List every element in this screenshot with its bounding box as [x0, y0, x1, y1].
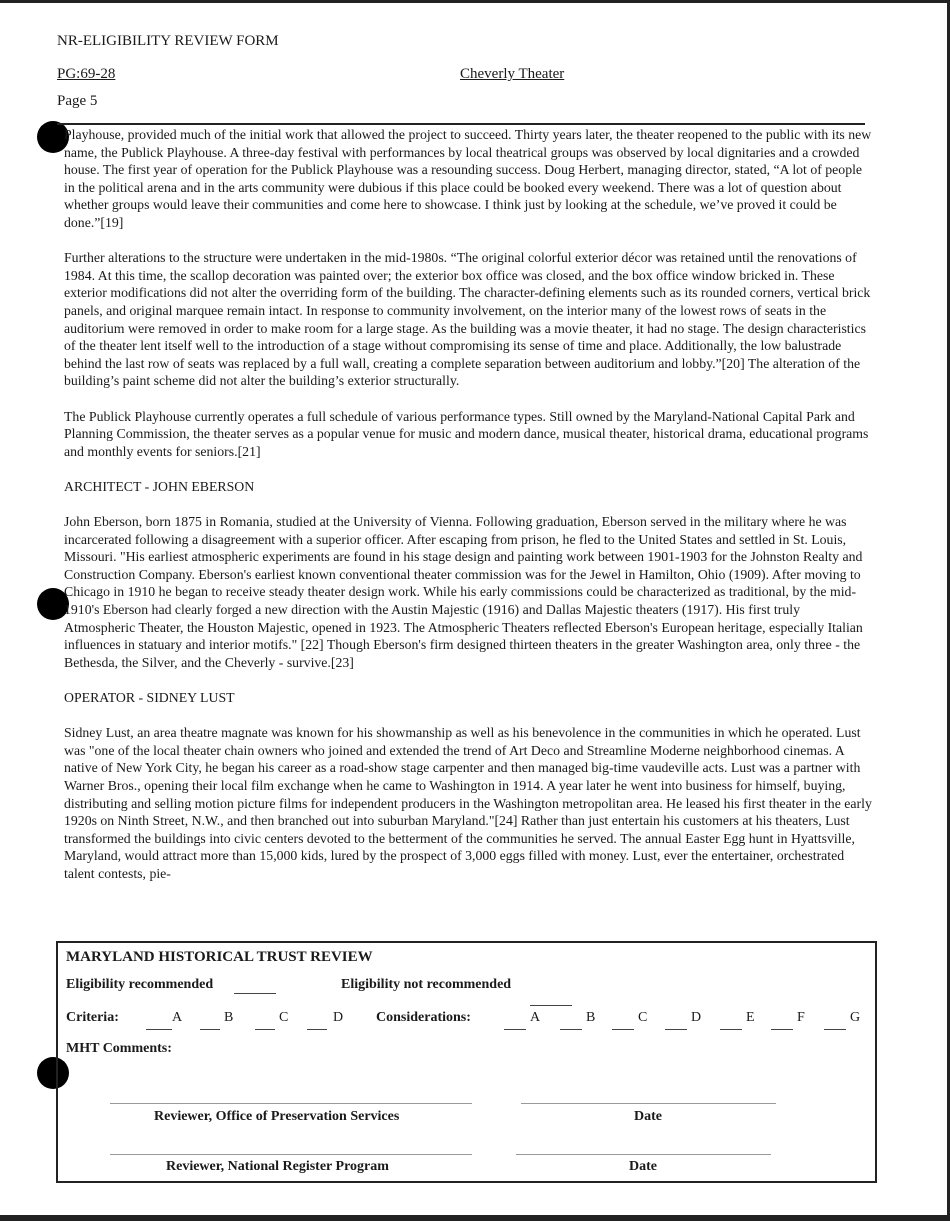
considerations-label: Considerations: [376, 1010, 471, 1025]
considerations-f: F [797, 1010, 805, 1025]
page-number: Page 5 [57, 93, 98, 109]
reviewer-preservation-label: Reviewer, Office of Preservation Services [154, 1109, 400, 1124]
considerations-blank-a[interactable] [504, 1029, 526, 1030]
considerations-blank-d[interactable] [665, 1029, 687, 1030]
review-box-title: MARYLAND HISTORICAL TRUST REVIEW [66, 949, 373, 965]
eligibility-recommended-label: Eligibility recommended [66, 977, 214, 992]
date-line-national-register[interactable] [516, 1154, 771, 1155]
considerations-blank-f[interactable] [771, 1029, 793, 1030]
considerations-b: B [586, 1010, 596, 1025]
considerations-c: C [638, 1010, 648, 1025]
considerations-e: E [746, 1010, 755, 1025]
considerations-d: D [691, 1010, 702, 1025]
heading-architect: ARCHITECT - JOHN EBERSON [64, 478, 255, 494]
paragraph-alterations: Further alterations to the structure were undertaken in the mid-1980s. “The original colorful exterior décor was retained until the renovations of 1984. At this time, the scallop decoration was painted over; the exterior box office was closed, and the box office window bricked in. These exterior modifications did not alter the overriding form of the building. The character-defining elements such as its rounded corners, vertical brick panels, and original marquee remain intact. In response to community involvement, on the interior many of the lowest rows of seats in the auditorium were removed in order to make room for a large stage. As the building was a movie theater, it had no stage. The design characteristics of the theater lent itself well to the introduction of a stage without compromising its sense of time and place. Additionally, the low balustrade behind the last row of seats was replaced by a full wall, creating a complete separation between auditorium and lobby.”[20] The alteration of the building’s paint scheme did not alter the building’s exterior structurally. [64, 250, 871, 389]
date-line-preservation[interactable] [521, 1103, 776, 1104]
considerations-blank-c[interactable] [612, 1029, 634, 1030]
scan-border-bottom [0, 1215, 950, 1221]
header-rule [57, 123, 865, 125]
criteria-blank-a[interactable] [146, 1029, 172, 1030]
considerations-blank-e[interactable] [720, 1029, 742, 1030]
criteria-c: C [279, 1010, 289, 1025]
considerations-blank-b[interactable] [560, 1029, 582, 1030]
criteria-d: D [333, 1010, 344, 1025]
criteria-b: B [224, 1010, 234, 1025]
paragraph-architect: John Eberson, born 1875 in Romania, studied at the University of Vienna. Following graduation, Eberson served in the military where he was incarcerated following a disagreement with a superior officer. After escaping from prison, he fled to the United States and settled in St. Louis, Missouri. "His earliest atmospheric experiments are found in his stage design and painting work between 1901-1903 for the Johnston Realty and Construction Company. Eberson's earliest known conventional theater commission was for the Jewel in Hamilton, Ohio (1909). After moving to Chicago in 1910 he began to receive steady theater design work. While his early commissions could be characterized as traditional, by the mid-1910's Eberson had clearly forged a new direction with the Austin Majestic (1916) and Dallas Majestic theaters (1917). His first truly Atmospheric Theater, the Houston Majestic, opened in 1923. The Atmospheric Theaters reflected Eberson's European heritage, especially Italian influences in statuary and interior motifs." [22] Though Eberson's firm designed thirteen theaters in the greater Washington area, only three - the Bethesda, the Silver, and the Cheverly - survive.[23] [64, 514, 863, 670]
criteria-a: A [172, 1010, 183, 1025]
signature-line-national-register[interactable] [110, 1154, 472, 1155]
considerations-g: G [850, 1010, 861, 1025]
date-label-national-register: Date [629, 1159, 657, 1174]
reviewer-national-register-label: Reviewer, National Register Program [166, 1159, 389, 1174]
eligibility-not-recommended-blank[interactable] [530, 1005, 572, 1006]
eligibility-recommended-blank[interactable] [234, 993, 276, 994]
property-name: Cheverly Theater [460, 66, 565, 82]
paragraph-playhouse-reopening: Playhouse, provided much of the initial work that allowed the project to succeed. Thirty years later, the theater reopened to the public with its new name, the Publick Playhouse. A three-day festival with performances by local theatrical groups was observed by local dignitaries and a crowded house. The first year of operation for the Publick Playhouse was a resounding success. Doug Herbert, managing director, stated, “A lot of people in the political arena and in the arts community were dubious if this place could be booked every weekend. There was a lot of question about whether groups would leave their communities and come here to showcase. I think just by looking at the schedule, we’ve proved it could be done.”[19] [64, 127, 872, 230]
eligibility-not-recommended-label: Eligibility not recommended [341, 977, 512, 992]
date-label-preservation: Date [634, 1109, 662, 1124]
criteria-blank-c[interactable] [255, 1029, 275, 1030]
paragraph-operator: Sidney Lust, an area theatre magnate was known for his showmanship as well as his benevolence in the communities in which he operated. Lust was "one of the local theater chain owners who joined and extended the trend of Art Deco and Streamline Moderne neighborhood cinemas. A native of New York City, he began his career as a road-show stage carpenter and then managed big-time vaudeville acts. Lust was a partner with Warner Bros., opening their local film exchange when he came to Washington in 1914. A year later he went into business for himself, buying, distributing and selling motion picture films for independent producers in the Washington metropolitan area. He leased his first theater in the early 1920s on Ninth Street, N.W., and then branched out into suburban Maryland."[24] Rather than just entertain his customers at his theaters, Lust transformed the buildings into civic centers devoted to the betterment of the communities he served. The annual Easter Egg hunt in Hyattsville, Maryland, would attract more than 15,000 kids, lured by the prospect of 3,000 eggs filled with money. Lust, ever the entertainer, orchestrated talent contests, pie- [64, 725, 872, 881]
document-body [64, 126, 872, 900]
criteria-label: Criteria: [66, 1010, 119, 1025]
form-title: NR-ELIGIBILITY REVIEW FORM [57, 33, 279, 49]
considerations-a: A [530, 1010, 541, 1025]
scan-border-top [0, 0, 950, 3]
criteria-blank-d[interactable] [307, 1029, 327, 1030]
mht-review-box [56, 941, 877, 1183]
criteria-blank-b[interactable] [200, 1029, 220, 1030]
considerations-blank-g[interactable] [824, 1029, 846, 1030]
mht-comments-label: MHT Comments: [66, 1041, 172, 1056]
paragraph-current-operation: The Publick Playhouse currently operates a full schedule of various performance types. Still owned by the Maryland-National Capital Park and Planning Commission, the theater serves as a popular venue for music and modern dance, musical theater, historical drama, educational programs and monthly events for seniors.[21] [64, 408, 869, 459]
signature-line-preservation[interactable] [110, 1103, 472, 1104]
heading-operator: OPERATOR - SIDNEY LUST [64, 690, 235, 705]
inventory-number: PG:69-28 [57, 66, 116, 82]
